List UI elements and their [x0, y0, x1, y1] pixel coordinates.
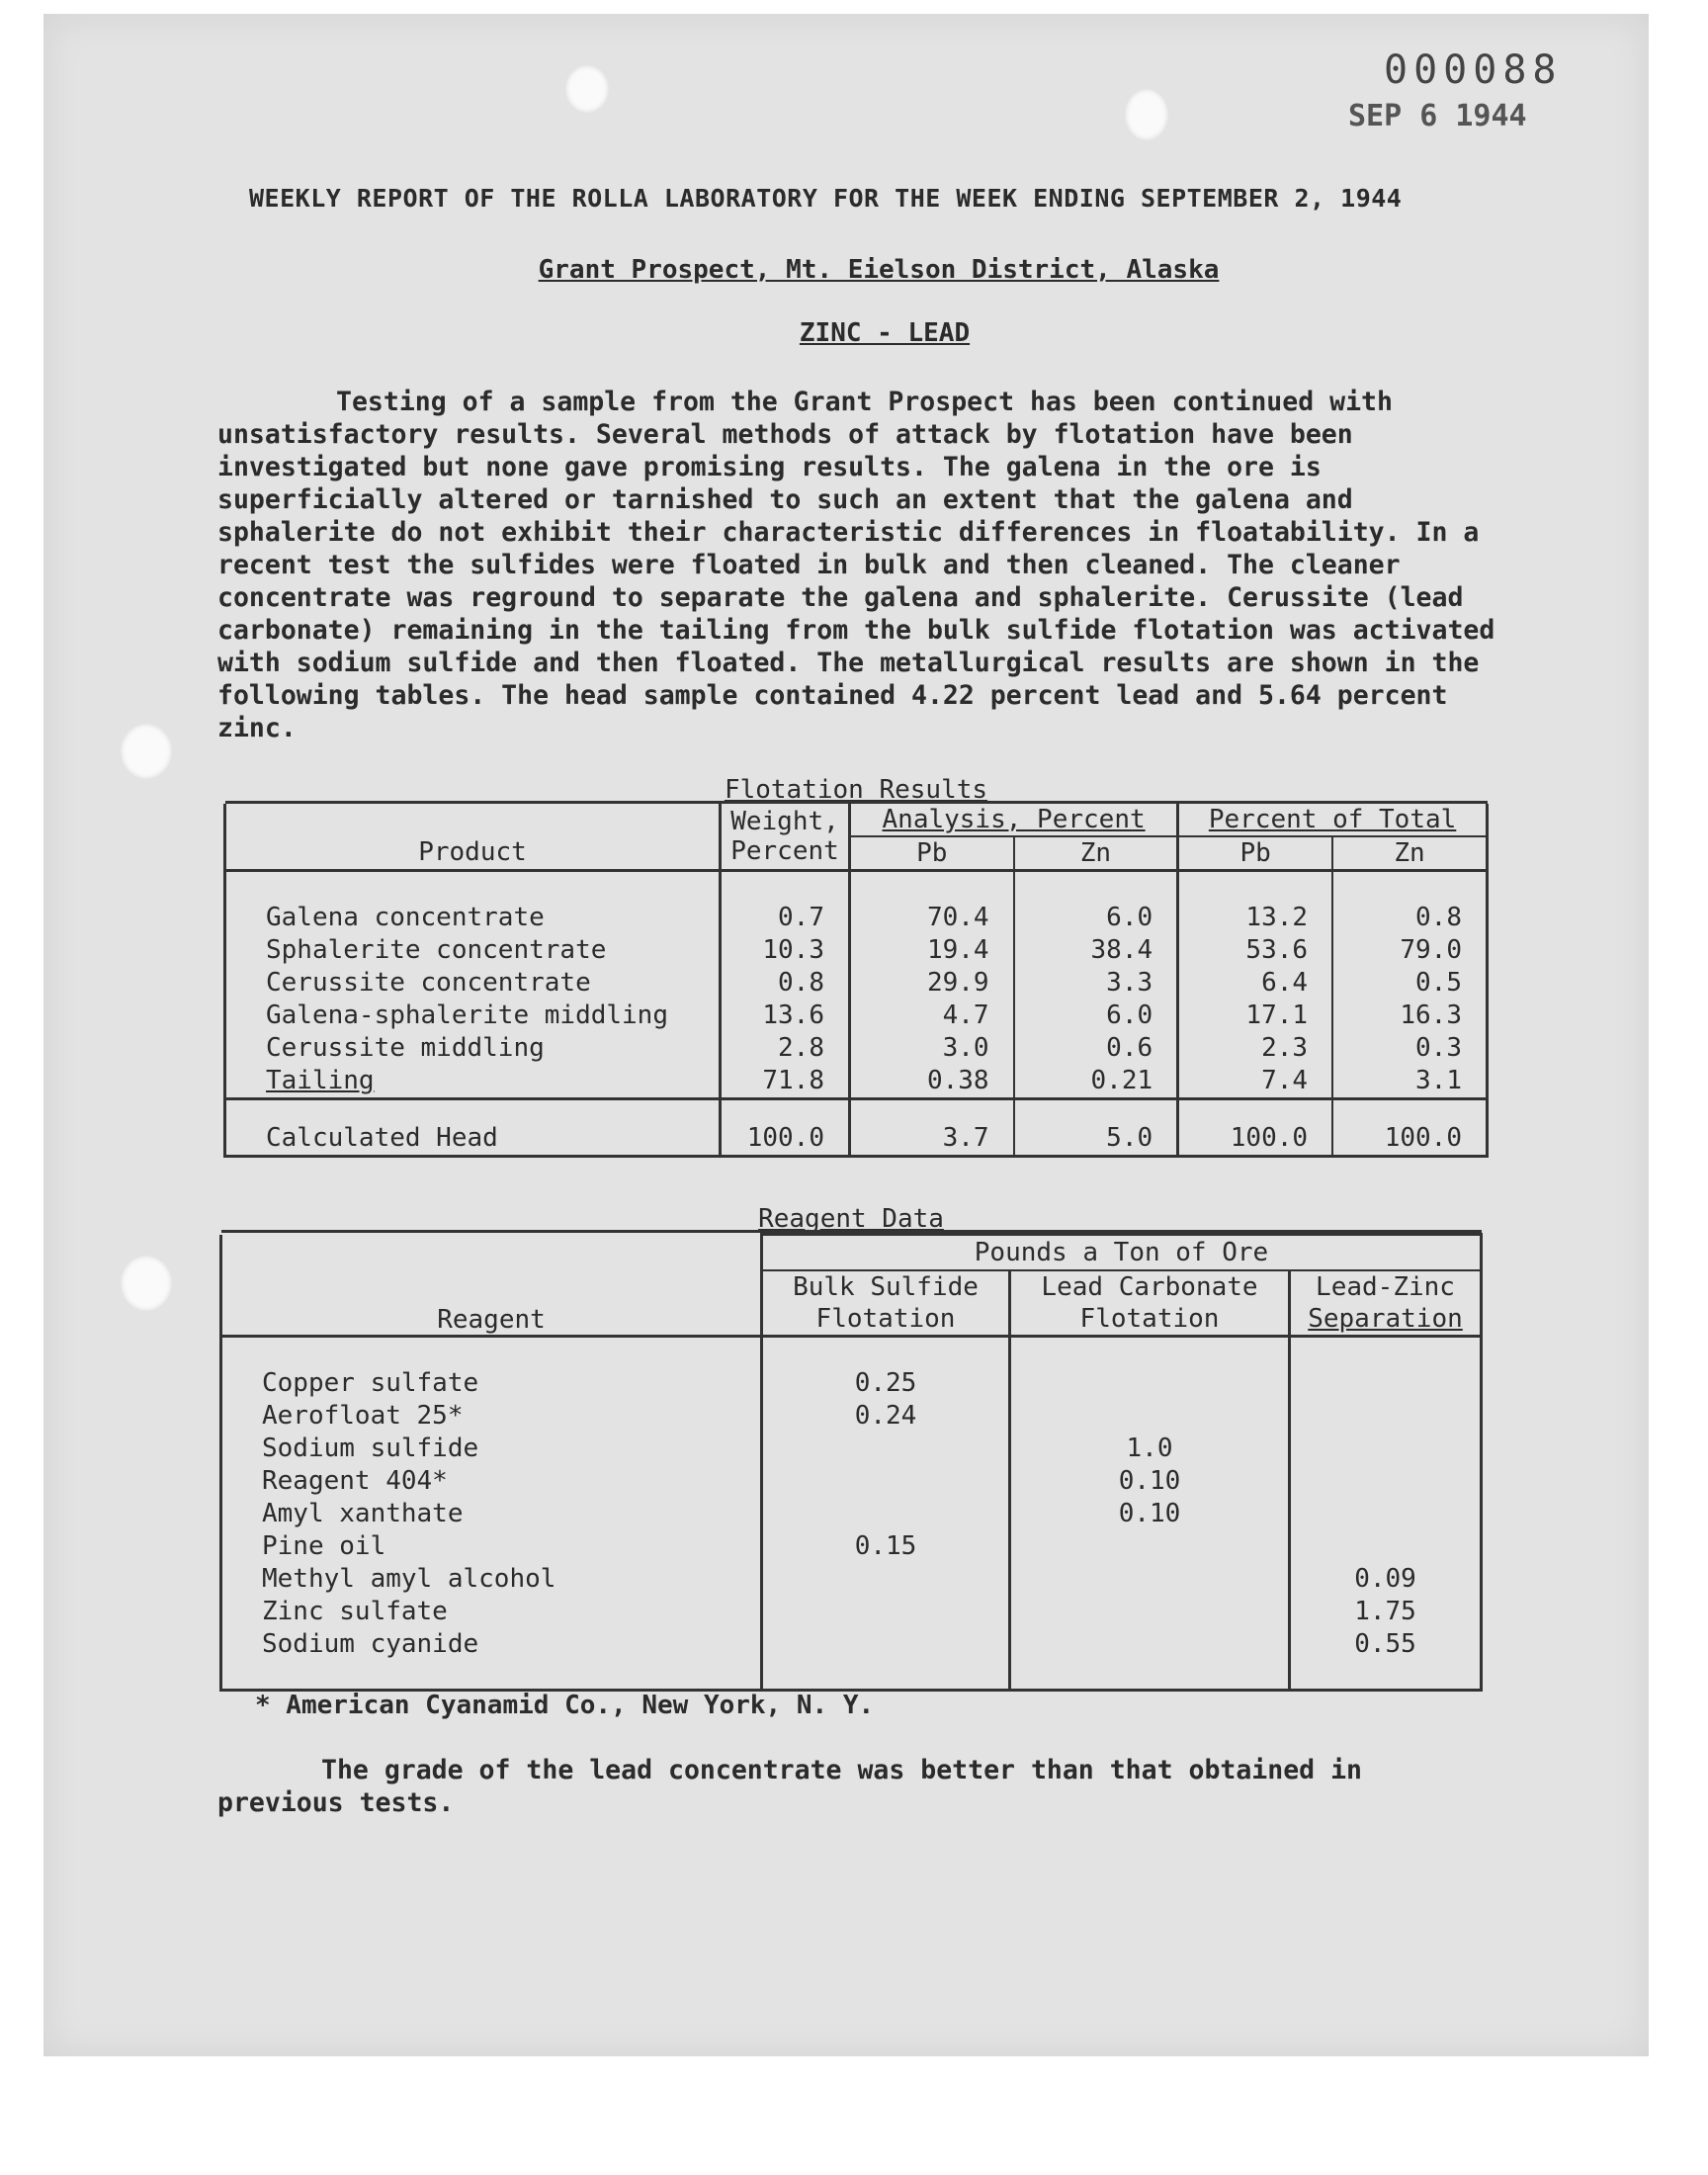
bulk-value: [762, 1563, 1010, 1596]
reagent-table-caption: Reagent Data: [758, 1204, 944, 1234]
bulk-header-line1: Bulk Sulfide: [793, 1272, 979, 1302]
table-row: [221, 1465, 1482, 1498]
date-stamp: SEP 6 1944: [1348, 99, 1527, 133]
lead-value: 1.0: [1010, 1433, 1290, 1465]
column-header-analysis-pb: Pb: [850, 836, 1014, 871]
closing-paragraph: The grade of the lead concentrate was better than that obtained in previous tests.: [217, 1755, 1362, 1818]
lead-value: [1010, 1337, 1290, 1401]
reagent-name: Sodium sulfide: [221, 1433, 762, 1465]
table-row: [225, 871, 1488, 935]
table-row: [221, 1400, 1482, 1433]
lead-value: [1010, 1628, 1290, 1691]
bulk-value: [762, 1628, 1010, 1691]
reagent-name: Reagent 404*: [221, 1465, 762, 1498]
lead-header-line2: Flotation: [1079, 1304, 1220, 1334]
total-row: [225, 1099, 1488, 1157]
column-header-lead-zinc-separation: [1290, 1270, 1482, 1337]
total-pb-value: 100.0: [1178, 1099, 1332, 1157]
column-header-product: Product: [225, 804, 721, 871]
punch-hole: [121, 1256, 172, 1311]
column-header-reagent: Reagent: [221, 1235, 762, 1337]
table-row: [225, 1065, 1488, 1099]
weight-value: 0.8: [721, 967, 850, 1000]
separation-value: 0.09: [1290, 1563, 1482, 1596]
column-header-total-pb: Pb: [1178, 836, 1332, 871]
lead-value: [1010, 1563, 1290, 1596]
table-row: [225, 1032, 1488, 1065]
column-header-bulk-sulfide: [762, 1270, 1010, 1337]
weight-header-line2: Percent: [730, 836, 839, 866]
bulk-value: 0.25: [762, 1337, 1010, 1401]
weight-header-line1: Weight,: [730, 807, 839, 836]
bulk-header-line2: Flotation: [815, 1304, 956, 1334]
location-heading: Grant Prospect, Mt. Eielson District, Alaska: [538, 255, 1220, 285]
bulk-value: [762, 1433, 1010, 1465]
analysis-zn-value: 5.0: [1014, 1099, 1178, 1157]
section-heading: ZINC - LEAD: [799, 318, 971, 348]
total-zn-value: 16.3: [1332, 1000, 1487, 1032]
reagent-name: Sodium cyanide: [221, 1628, 762, 1691]
product-name: Galena-sphalerite middling: [225, 1000, 721, 1032]
table-row: [221, 1596, 1482, 1628]
lead-value: 0.10: [1010, 1498, 1290, 1530]
reagent-data-table: [219, 1230, 1483, 1692]
footnote: * American Cyanamid Co., New York, N. Y.: [255, 1691, 875, 1720]
punch-hole: [1125, 89, 1168, 140]
analysis-pb-value: 3.7: [850, 1099, 1014, 1157]
lead-header-line1: Lead Carbonate: [1041, 1272, 1258, 1302]
column-group-percent-total: Percent of Total: [1178, 804, 1488, 836]
bulk-value: [762, 1465, 1010, 1498]
separation-value: [1290, 1400, 1482, 1433]
total-pb-value: 6.4: [1178, 967, 1332, 1000]
separation-value: [1290, 1530, 1482, 1563]
punch-hole: [565, 65, 609, 113]
weight-value: 0.7: [721, 871, 850, 935]
total-pb-value: 53.6: [1178, 934, 1332, 967]
report-title: WEEKLY REPORT OF THE ROLLA LABORATORY FOR THE WEEK ENDING SEPTEMBER 2, 1944: [249, 184, 1403, 213]
separation-value: [1290, 1433, 1482, 1465]
weight-value: 71.8: [721, 1065, 850, 1099]
column-header-analysis-zn: Zn: [1014, 836, 1178, 871]
total-zn-value: 0.5: [1332, 967, 1487, 1000]
analysis-pb-value: 4.7: [850, 1000, 1014, 1032]
product-name: Calculated Head: [225, 1099, 721, 1157]
total-zn-value: 3.1: [1332, 1065, 1487, 1099]
reagent-name: Zinc sulfate: [221, 1596, 762, 1628]
bulk-value: [762, 1498, 1010, 1530]
flotation-results-table: [223, 801, 1489, 1158]
analysis-zn-value: 3.3: [1014, 967, 1178, 1000]
analysis-pb-value: 0.38: [850, 1065, 1014, 1099]
total-pb-value: 2.3: [1178, 1032, 1332, 1065]
total-zn-value: 0.8: [1332, 871, 1487, 935]
separation-value: 1.75: [1290, 1596, 1482, 1628]
column-header-lead-carbonate: [1010, 1270, 1290, 1337]
analysis-pb-value: 19.4: [850, 934, 1014, 967]
reagent-name: Pine oil: [221, 1530, 762, 1563]
analysis-zn-value: 6.0: [1014, 1000, 1178, 1032]
analysis-zn-value: 0.6: [1014, 1032, 1178, 1065]
lead-value: [1010, 1400, 1290, 1433]
total-pb-value: 7.4: [1178, 1065, 1332, 1099]
weight-value: 100.0: [721, 1099, 850, 1157]
separation-value: [1290, 1337, 1482, 1401]
weight-value: 10.3: [721, 934, 850, 967]
punch-hole: [121, 724, 172, 779]
separation-value: 0.55: [1290, 1628, 1482, 1691]
weight-value: 2.8: [721, 1032, 850, 1065]
column-group-analysis: Analysis, Percent: [850, 804, 1178, 836]
analysis-pb-value: 3.0: [850, 1032, 1014, 1065]
product-name: Sphalerite concentrate: [225, 934, 721, 967]
intro-paragraph: Testing of a sample from the Grant Prospect has been continued with unsatisfactory results. Several methods of attack by flotation have been investigated but none gave promising results. The galena in the ore is superficially altered or tarnished to such an extent that the galena and sphalerite do not exhibit their characteristic differences in floatability. In a recent test the sulfides were floated in bulk and then cleaned. The cleaner concentrate was reground to separate the galena and sphalerite. Cerussite (lead carbonate) remaining in the tailing from the bulk sulfide flotation was activated with sodium sulfide and then floated. The metallurgical results are shown in the following tables. The head sample contained 4.22 percent lead and 5.64 percent zinc.: [217, 387, 1495, 743]
column-group-pounds: Pounds a Ton of Ore: [762, 1235, 1482, 1271]
analysis-pb-value: 29.9: [850, 967, 1014, 1000]
bulk-value: [762, 1596, 1010, 1628]
total-zn-value: 79.0: [1332, 934, 1487, 967]
product-name: Galena concentrate: [225, 871, 721, 935]
table-row: [221, 1433, 1482, 1465]
table-row: [221, 1530, 1482, 1563]
table-row: [225, 967, 1488, 1000]
total-pb-value: 13.2: [1178, 871, 1332, 935]
sep-header-line2: Separation: [1308, 1304, 1463, 1334]
bulk-value: 0.24: [762, 1400, 1010, 1433]
column-header-weight: [721, 804, 850, 871]
reagent-name: Copper sulfate: [221, 1337, 762, 1401]
separation-value: [1290, 1498, 1482, 1530]
analysis-zn-value: 6.0: [1014, 871, 1178, 935]
table-row: [225, 934, 1488, 967]
flotation-table-caption: Flotation Results: [724, 775, 988, 805]
analysis-zn-value: 0.21: [1014, 1065, 1178, 1099]
lead-value: [1010, 1596, 1290, 1628]
product-name: Cerussite middling: [225, 1032, 721, 1065]
product-name: Cerussite concentrate: [225, 967, 721, 1000]
table-row: [221, 1563, 1482, 1596]
separation-value: [1290, 1465, 1482, 1498]
product-name-text: Tailing: [266, 1066, 375, 1095]
weight-value: 13.6: [721, 1000, 850, 1032]
reagent-name: Methyl amyl alcohol: [221, 1563, 762, 1596]
table-row: [225, 1000, 1488, 1032]
reagent-name: Aerofloat 25*: [221, 1400, 762, 1433]
sep-header-line1: Lead-Zinc: [1316, 1272, 1455, 1302]
analysis-zn-value: 38.4: [1014, 934, 1178, 967]
lead-value: [1010, 1530, 1290, 1563]
bulk-value: 0.15: [762, 1530, 1010, 1563]
table-row: [221, 1337, 1482, 1401]
total-zn-value: 100.0: [1332, 1099, 1487, 1157]
total-zn-value: 0.3: [1332, 1032, 1487, 1065]
reagent-name: Amyl xanthate: [221, 1498, 762, 1530]
table-row: [221, 1498, 1482, 1530]
analysis-pb-value: 70.4: [850, 871, 1014, 935]
lead-value: 0.10: [1010, 1465, 1290, 1498]
total-pb-value: 17.1: [1178, 1000, 1332, 1032]
product-name: [225, 1065, 721, 1099]
column-header-total-zn: Zn: [1332, 836, 1487, 871]
table-row: [221, 1628, 1482, 1691]
document-number: 000088: [1384, 47, 1563, 93]
